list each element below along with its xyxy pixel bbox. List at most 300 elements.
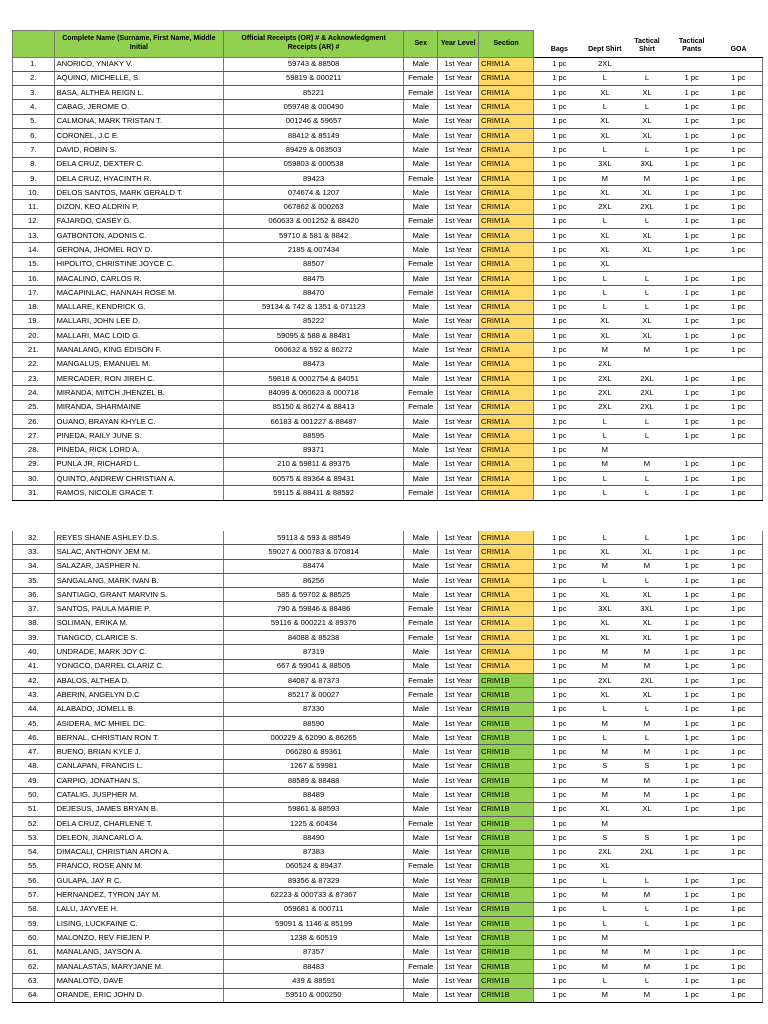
- tactical-pants-cell: [669, 257, 715, 271]
- student-name-cell: BASA, ALTHEA REIGN L.: [54, 86, 224, 100]
- tactical-pants-cell: 1 pc: [669, 874, 715, 888]
- row-number-cell: 56.: [13, 874, 55, 888]
- dept-shirt-size-cell: M: [585, 959, 626, 973]
- year-level-cell: 1st Year: [438, 588, 479, 602]
- sex-cell: Male: [404, 774, 438, 788]
- sex-cell: Male: [404, 716, 438, 730]
- receipt-numbers-cell: 59861 & 88593: [224, 802, 404, 816]
- bags-cell: 1 pc: [534, 386, 585, 400]
- bags-cell: 1 pc: [534, 357, 585, 371]
- sex-cell: Female: [404, 859, 438, 873]
- receipt-numbers-cell: 074674 & 1207: [224, 186, 404, 200]
- bags-cell: 1 pc: [534, 802, 585, 816]
- section-cell: CRIM1B: [478, 988, 533, 1002]
- bags-cell: 1 pc: [534, 716, 585, 730]
- section-cell: CRIM1B: [478, 888, 533, 902]
- section-cell: CRIM1A: [478, 429, 533, 443]
- roster-sheet-page-1: [12, 30, 763, 501]
- student-name-cell: ALABADO, JOMELL B.: [54, 702, 224, 716]
- sex-cell: Female: [404, 631, 438, 645]
- bags-cell: 1 pc: [534, 631, 585, 645]
- header-dept-shirt: Dept Shirt: [585, 31, 626, 58]
- row-number-cell: 46.: [13, 731, 55, 745]
- receipt-numbers-cell: 790 & 59846 & 88486: [224, 602, 404, 616]
- tactical-shirt-size-cell: L: [625, 214, 669, 228]
- table-row: [13, 859, 763, 873]
- dept-shirt-size-cell: L: [585, 472, 626, 486]
- table-row: [13, 945, 763, 959]
- year-level-cell: 1st Year: [438, 545, 479, 559]
- bags-cell: 1 pc: [534, 414, 585, 428]
- bags-cell: 1 pc: [534, 573, 585, 587]
- goa-cell: 1 pc: [715, 314, 763, 328]
- table-row: [13, 959, 763, 973]
- table-row: [13, 400, 763, 414]
- section-cell: CRIM1A: [478, 443, 533, 457]
- student-name-cell: MALONZO, REV FIEJEN P.: [54, 931, 224, 945]
- student-name-cell: MALLARE, KENDRICK G.: [54, 300, 224, 314]
- student-name-cell: AQUINO, MICHELLE, S.: [54, 71, 224, 85]
- dept-shirt-size-cell: L: [585, 917, 626, 931]
- row-number-cell: 63.: [13, 974, 55, 988]
- year-level-cell: 1st Year: [438, 673, 479, 687]
- sex-cell: Male: [404, 702, 438, 716]
- student-name-cell: DELOS SANTOS, MARK GERALD T.: [54, 186, 224, 200]
- year-level-cell: 1st Year: [438, 888, 479, 902]
- sex-cell: Female: [404, 602, 438, 616]
- tactical-pants-cell: 1 pc: [669, 71, 715, 85]
- dept-shirt-size-cell: L: [585, 731, 626, 745]
- row-number-cell: 17.: [13, 286, 55, 300]
- year-level-cell: 1st Year: [438, 214, 479, 228]
- year-level-cell: 1st Year: [438, 602, 479, 616]
- tactical-shirt-size-cell: L: [625, 143, 669, 157]
- goa-cell: 1 pc: [715, 974, 763, 988]
- dept-shirt-size-cell: M: [585, 716, 626, 730]
- student-name-cell: ORANDE, ERIC JOHN D.: [54, 988, 224, 1002]
- tactical-pants-cell: 1 pc: [669, 400, 715, 414]
- bags-cell: 1 pc: [534, 859, 585, 873]
- goa-cell: 1 pc: [715, 186, 763, 200]
- dept-shirt-size-cell: M: [585, 788, 626, 802]
- row-number-cell: 10.: [13, 186, 55, 200]
- sex-cell: Male: [404, 457, 438, 471]
- tactical-pants-cell: 1 pc: [669, 143, 715, 157]
- tactical-shirt-size-cell: [625, 859, 669, 873]
- receipt-numbers-cell: 85221: [224, 86, 404, 100]
- sex-cell: Female: [404, 616, 438, 630]
- bags-cell: 1 pc: [534, 314, 585, 328]
- goa-cell: 1 pc: [715, 157, 763, 171]
- bags-cell: 1 pc: [534, 602, 585, 616]
- year-level-cell: 1st Year: [438, 71, 479, 85]
- goa-cell: 1 pc: [715, 702, 763, 716]
- sex-cell: Male: [404, 888, 438, 902]
- receipt-numbers-cell: 89429 & 063503: [224, 143, 404, 157]
- student-name-cell: CABAG, JEROME O.: [54, 100, 224, 114]
- receipt-numbers-cell: 060632 & 592 & 86272: [224, 343, 404, 357]
- student-name-cell: MACAPINLAC, HANNAH ROSE M.: [54, 286, 224, 300]
- goa-cell: [715, 816, 763, 830]
- row-number-cell: 36.: [13, 588, 55, 602]
- tactical-shirt-size-cell: XL: [625, 631, 669, 645]
- row-number-cell: 6.: [13, 128, 55, 142]
- goa-cell: 1 pc: [715, 874, 763, 888]
- student-name-cell: TIANGCO, CLARICE S.: [54, 631, 224, 645]
- tactical-shirt-size-cell: L: [625, 902, 669, 916]
- tactical-pants-cell: 1 pc: [669, 472, 715, 486]
- receipt-numbers-cell: 88590: [224, 716, 404, 730]
- dept-shirt-size-cell: L: [585, 300, 626, 314]
- receipt-numbers-cell: 59743 & 88508: [224, 57, 404, 71]
- table-row: [13, 143, 763, 157]
- tactical-pants-cell: 1 pc: [669, 602, 715, 616]
- year-level-cell: 1st Year: [438, 559, 479, 573]
- section-cell: CRIM1A: [478, 314, 533, 328]
- goa-cell: 1 pc: [715, 759, 763, 773]
- row-number-cell: 31.: [13, 486, 55, 500]
- receipt-numbers-cell: 87330: [224, 702, 404, 716]
- receipt-numbers-cell: 88470: [224, 286, 404, 300]
- section-cell: CRIM1A: [478, 143, 533, 157]
- tactical-pants-cell: 1 pc: [669, 114, 715, 128]
- tactical-shirt-size-cell: 3XL: [625, 602, 669, 616]
- tactical-shirt-size-cell: M: [625, 659, 669, 673]
- tactical-shirt-size-cell: XL: [625, 243, 669, 257]
- roster-table-page-1: [12, 30, 763, 501]
- section-cell: CRIM1B: [478, 974, 533, 988]
- student-name-cell: MALLARI, JOHN LEE D.: [54, 314, 224, 328]
- section-cell: CRIM1A: [478, 186, 533, 200]
- bags-cell: 1 pc: [534, 559, 585, 573]
- sex-cell: Male: [404, 945, 438, 959]
- goa-cell: 1 pc: [715, 673, 763, 687]
- year-level-cell: 1st Year: [438, 171, 479, 185]
- bags-cell: 1 pc: [534, 229, 585, 243]
- dept-shirt-size-cell: L: [585, 573, 626, 587]
- section-cell: CRIM1A: [478, 573, 533, 587]
- year-level-cell: 1st Year: [438, 86, 479, 100]
- tactical-pants-cell: 1 pc: [669, 214, 715, 228]
- bags-cell: 1 pc: [534, 545, 585, 559]
- year-level-cell: 1st Year: [438, 531, 479, 545]
- bags-cell: 1 pc: [534, 902, 585, 916]
- student-name-cell: QUINTO, ANDREW CHRISTIAN A.: [54, 472, 224, 486]
- student-name-cell: LALU, JAYVEE H.: [54, 902, 224, 916]
- receipt-numbers-cell: 001246 & 59657: [224, 114, 404, 128]
- tactical-pants-cell: 1 pc: [669, 788, 715, 802]
- goa-cell: 1 pc: [715, 143, 763, 157]
- bags-cell: 1 pc: [534, 774, 585, 788]
- tactical-pants-cell: 1 pc: [669, 959, 715, 973]
- receipt-numbers-cell: 667 & 59041 & 88505: [224, 659, 404, 673]
- dept-shirt-size-cell: M: [585, 171, 626, 185]
- sex-cell: Female: [404, 688, 438, 702]
- bags-cell: 1 pc: [534, 616, 585, 630]
- section-cell: CRIM1A: [478, 486, 533, 500]
- table-row: [13, 229, 763, 243]
- tactical-shirt-size-cell: 2XL: [625, 372, 669, 386]
- tactical-shirt-size-cell: [625, 357, 669, 371]
- row-number-cell: 57.: [13, 888, 55, 902]
- student-name-cell: UNDRADE, MARK JOY C.: [54, 645, 224, 659]
- tactical-pants-cell: [669, 443, 715, 457]
- tactical-pants-cell: 1 pc: [669, 243, 715, 257]
- sex-cell: Male: [404, 788, 438, 802]
- tactical-pants-cell: 1 pc: [669, 300, 715, 314]
- tactical-shirt-size-cell: 2XL: [625, 200, 669, 214]
- goa-cell: 1 pc: [715, 531, 763, 545]
- sex-cell: Female: [404, 959, 438, 973]
- receipt-numbers-cell: 066280 & 89361: [224, 745, 404, 759]
- row-number-cell: 62.: [13, 959, 55, 973]
- section-cell: CRIM1B: [478, 902, 533, 916]
- sex-cell: Male: [404, 931, 438, 945]
- row-number-cell: 59.: [13, 917, 55, 931]
- tactical-shirt-size-cell: L: [625, 573, 669, 587]
- row-number-cell: 44.: [13, 702, 55, 716]
- sex-cell: Male: [404, 429, 438, 443]
- table-row: [13, 673, 763, 687]
- tactical-pants-cell: 1 pc: [669, 486, 715, 500]
- year-level-cell: 1st Year: [438, 414, 479, 428]
- student-name-cell: GULAPA, JAY R C.: [54, 874, 224, 888]
- section-cell: CRIM1A: [478, 414, 533, 428]
- dept-shirt-size-cell: 2XL: [585, 386, 626, 400]
- student-name-cell: RAMOS, NICOLE GRACE T.: [54, 486, 224, 500]
- sex-cell: Male: [404, 143, 438, 157]
- student-name-cell: CALMONA, MARK TRISTAN T.: [54, 114, 224, 128]
- row-number-cell: 42.: [13, 673, 55, 687]
- section-cell: CRIM1B: [478, 673, 533, 687]
- receipt-numbers-cell: 59027 & 000783 & 070814: [224, 545, 404, 559]
- receipt-numbers-cell: 59710 & 581 & 8842: [224, 229, 404, 243]
- receipt-numbers-cell: 88475: [224, 271, 404, 285]
- section-cell: CRIM1B: [478, 716, 533, 730]
- tactical-shirt-size-cell: M: [625, 645, 669, 659]
- section-cell: CRIM1A: [478, 171, 533, 185]
- roster-body-page-1: [13, 57, 763, 500]
- year-level-cell: 1st Year: [438, 400, 479, 414]
- bags-cell: 1 pc: [534, 214, 585, 228]
- row-number-cell: 23.: [13, 372, 55, 386]
- table-row: [13, 559, 763, 573]
- bags-cell: 1 pc: [534, 659, 585, 673]
- tactical-pants-cell: 1 pc: [669, 86, 715, 100]
- goa-cell: 1 pc: [715, 200, 763, 214]
- goa-cell: 1 pc: [715, 645, 763, 659]
- year-level-cell: 1st Year: [438, 271, 479, 285]
- goa-cell: [715, 859, 763, 873]
- dept-shirt-size-cell: M: [585, 816, 626, 830]
- bags-cell: 1 pc: [534, 257, 585, 271]
- year-level-cell: 1st Year: [438, 659, 479, 673]
- bags-cell: 1 pc: [534, 343, 585, 357]
- student-name-cell: SALAC, ANTHONY JEM M.: [54, 545, 224, 559]
- row-number-cell: 1.: [13, 57, 55, 71]
- student-name-cell: HERNANDEZ, TYRON JAY M.: [54, 888, 224, 902]
- sex-cell: Male: [404, 917, 438, 931]
- dept-shirt-size-cell: XL: [585, 186, 626, 200]
- goa-cell: 1 pc: [715, 386, 763, 400]
- goa-cell: 1 pc: [715, 802, 763, 816]
- sex-cell: Male: [404, 229, 438, 243]
- dept-shirt-size-cell: XL: [585, 329, 626, 343]
- year-level-cell: 1st Year: [438, 314, 479, 328]
- row-number-cell: 25.: [13, 400, 55, 414]
- section-cell: CRIM1A: [478, 631, 533, 645]
- receipt-numbers-cell: 88507: [224, 257, 404, 271]
- table-row: [13, 688, 763, 702]
- bags-cell: 1 pc: [534, 128, 585, 142]
- student-name-cell: ANORICO, YNIAKY V.: [54, 57, 224, 71]
- student-name-cell: PINEDA, RAILY JUNE S.: [54, 429, 224, 443]
- student-name-cell: SANTIAGO, GRANT MARVIN S.: [54, 588, 224, 602]
- goa-cell: 1 pc: [715, 71, 763, 85]
- student-name-cell: ABERIN, ANGELYN D.C: [54, 688, 224, 702]
- bags-cell: 1 pc: [534, 100, 585, 114]
- section-cell: CRIM1B: [478, 931, 533, 945]
- table-row: [13, 429, 763, 443]
- sex-cell: Male: [404, 329, 438, 343]
- bags-cell: 1 pc: [534, 531, 585, 545]
- receipt-numbers-cell: 59113 & 593 & 88549: [224, 531, 404, 545]
- receipt-numbers-cell: 060524 & 89437: [224, 859, 404, 873]
- sex-cell: Female: [404, 816, 438, 830]
- row-number-cell: 9.: [13, 171, 55, 185]
- sex-cell: Male: [404, 300, 438, 314]
- tactical-shirt-size-cell: M: [625, 343, 669, 357]
- tactical-pants-cell: 1 pc: [669, 731, 715, 745]
- section-cell: CRIM1A: [478, 372, 533, 386]
- tactical-pants-cell: 1 pc: [669, 314, 715, 328]
- table-row: [13, 300, 763, 314]
- tactical-pants-cell: 1 pc: [669, 200, 715, 214]
- year-level-cell: 1st Year: [438, 745, 479, 759]
- section-cell: CRIM1A: [478, 100, 533, 114]
- dept-shirt-size-cell: 2XL: [585, 400, 626, 414]
- student-name-cell: MANGALUS, EMANUEL M.: [54, 357, 224, 371]
- goa-cell: 1 pc: [715, 486, 763, 500]
- dept-shirt-size-cell: 2XL: [585, 372, 626, 386]
- goa-cell: 1 pc: [715, 329, 763, 343]
- student-name-cell: YONGCO, DARREL CLARIZ C.: [54, 659, 224, 673]
- dept-shirt-size-cell: XL: [585, 545, 626, 559]
- row-number-cell: 38.: [13, 616, 55, 630]
- receipt-numbers-cell: 89423: [224, 171, 404, 185]
- bags-cell: 1 pc: [534, 788, 585, 802]
- student-name-cell: FRANCO, ROSE ANN M.: [54, 859, 224, 873]
- tactical-pants-cell: 1 pc: [669, 343, 715, 357]
- table-row: [13, 71, 763, 85]
- dept-shirt-size-cell: XL: [585, 314, 626, 328]
- dept-shirt-size-cell: M: [585, 774, 626, 788]
- student-name-cell: MANALOTO, DAVE: [54, 974, 224, 988]
- tactical-pants-cell: 1 pc: [669, 545, 715, 559]
- table-row: [13, 988, 763, 1002]
- goa-cell: 1 pc: [715, 286, 763, 300]
- receipt-numbers-cell: 88589 & 88488: [224, 774, 404, 788]
- header-tactical-shirt: Tactical Shirt: [625, 31, 669, 58]
- tactical-pants-cell: 1 pc: [669, 988, 715, 1002]
- header-section: Section: [478, 31, 533, 58]
- table-row: [13, 659, 763, 673]
- year-level-cell: 1st Year: [438, 988, 479, 1002]
- year-level-cell: 1st Year: [438, 57, 479, 71]
- dept-shirt-size-cell: M: [585, 745, 626, 759]
- bags-cell: 1 pc: [534, 157, 585, 171]
- receipt-numbers-cell: 62223 & 000733 & 87367: [224, 888, 404, 902]
- table-row: [13, 974, 763, 988]
- goa-cell: 1 pc: [715, 300, 763, 314]
- tactical-shirt-size-cell: XL: [625, 86, 669, 100]
- year-level-cell: 1st Year: [438, 845, 479, 859]
- goa-cell: 1 pc: [715, 602, 763, 616]
- receipt-numbers-cell: 1225 & 60434: [224, 816, 404, 830]
- sex-cell: Male: [404, 372, 438, 386]
- row-number-cell: 61.: [13, 945, 55, 959]
- table-row: [13, 759, 763, 773]
- tactical-pants-cell: 1 pc: [669, 588, 715, 602]
- tactical-pants-cell: 1 pc: [669, 372, 715, 386]
- student-name-cell: GATBONTON, ADONIS C.: [54, 229, 224, 243]
- year-level-cell: 1st Year: [438, 128, 479, 142]
- row-number-cell: 4.: [13, 100, 55, 114]
- tactical-shirt-size-cell: M: [625, 716, 669, 730]
- tactical-shirt-size-cell: XL: [625, 545, 669, 559]
- sex-cell: Male: [404, 128, 438, 142]
- tactical-pants-cell: 1 pc: [669, 573, 715, 587]
- header-number: [13, 31, 55, 58]
- row-number-cell: 52.: [13, 816, 55, 830]
- goa-cell: 1 pc: [715, 688, 763, 702]
- goa-cell: [715, 57, 763, 71]
- tactical-shirt-size-cell: L: [625, 731, 669, 745]
- bags-cell: 1 pc: [534, 974, 585, 988]
- year-level-cell: 1st Year: [438, 286, 479, 300]
- row-number-cell: 11.: [13, 200, 55, 214]
- section-cell: CRIM1A: [478, 257, 533, 271]
- dept-shirt-size-cell: M: [585, 645, 626, 659]
- receipt-numbers-cell: 88412 & 85149: [224, 128, 404, 142]
- sex-cell: Female: [404, 673, 438, 687]
- tactical-pants-cell: [669, 357, 715, 371]
- tactical-shirt-size-cell: M: [625, 888, 669, 902]
- goa-cell: 1 pc: [715, 171, 763, 185]
- section-cell: CRIM1A: [478, 57, 533, 71]
- section-cell: CRIM1A: [478, 645, 533, 659]
- goa-cell: 1 pc: [715, 372, 763, 386]
- goa-cell: 1 pc: [715, 788, 763, 802]
- sex-cell: Male: [404, 100, 438, 114]
- sex-cell: Male: [404, 271, 438, 285]
- tactical-shirt-size-cell: 2XL: [625, 845, 669, 859]
- sex-cell: Male: [404, 414, 438, 428]
- receipt-numbers-cell: 88473: [224, 357, 404, 371]
- sex-cell: Female: [404, 214, 438, 228]
- bags-cell: 1 pc: [534, 429, 585, 443]
- row-number-cell: 33.: [13, 545, 55, 559]
- year-level-cell: 1st Year: [438, 143, 479, 157]
- tactical-shirt-size-cell: XL: [625, 128, 669, 142]
- table-row: [13, 457, 763, 471]
- tactical-pants-cell: 1 pc: [669, 945, 715, 959]
- bags-cell: 1 pc: [534, 457, 585, 471]
- tactical-pants-cell: 1 pc: [669, 631, 715, 645]
- student-name-cell: CARPIO, JONATHAN S.: [54, 774, 224, 788]
- section-cell: CRIM1A: [478, 128, 533, 142]
- row-number-cell: 53.: [13, 831, 55, 845]
